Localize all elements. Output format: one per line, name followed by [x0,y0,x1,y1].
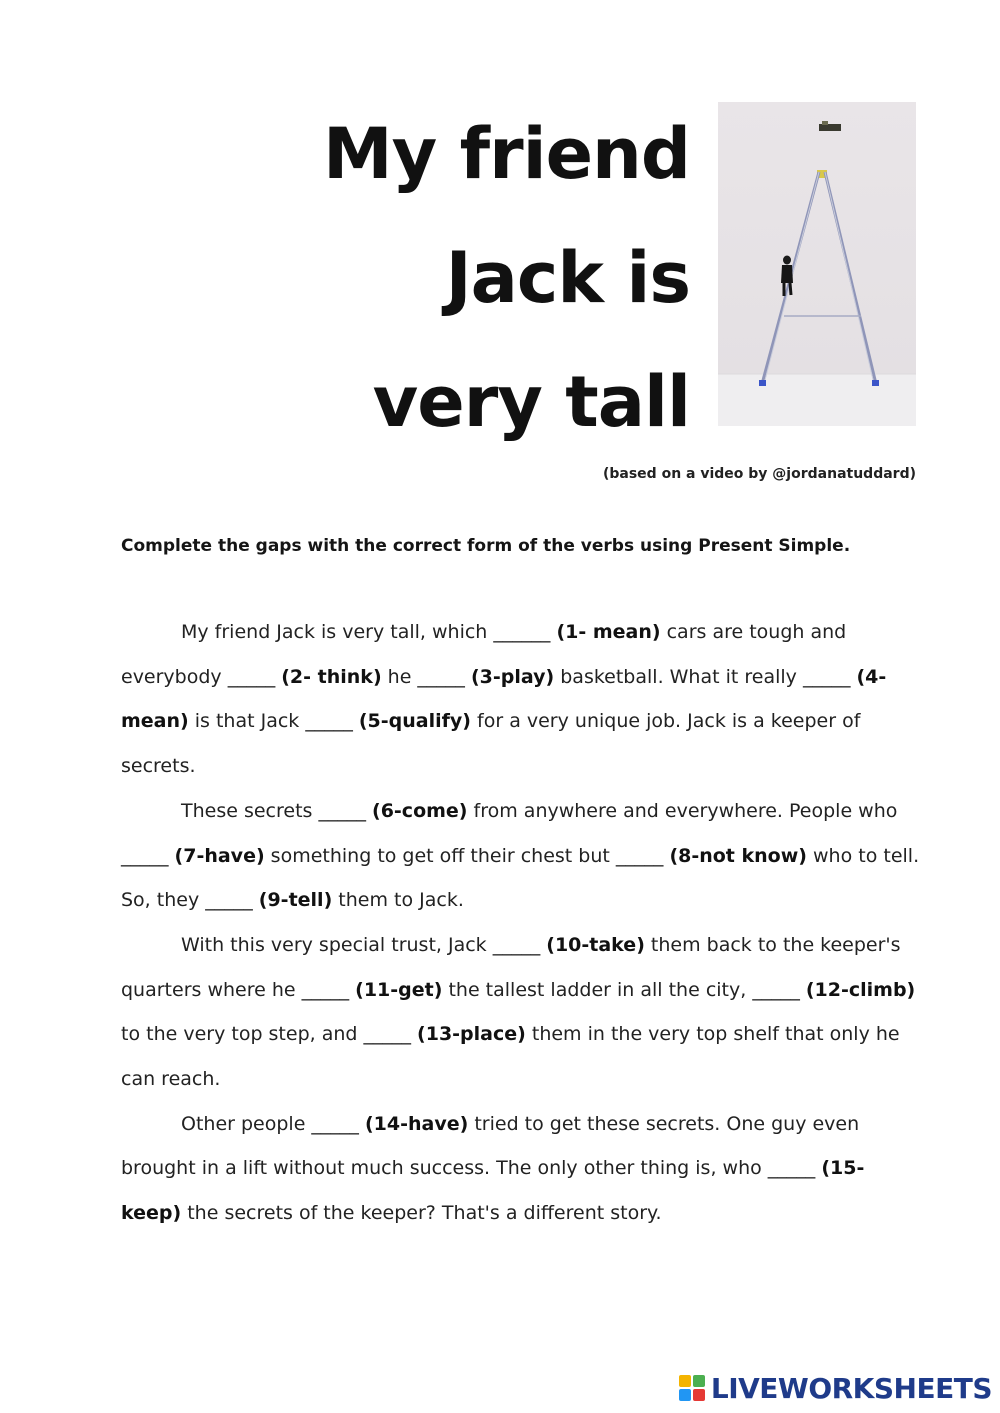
logo-square [679,1375,691,1387]
text-segment: he _____ [381,665,471,688]
text-segment: basketball. What it really _____ [554,665,857,688]
logo-square [679,1389,691,1401]
text-segment: tried to get these secrets. One guy even brought in a lift without much success. The only other thing is, who _____ [121,1112,860,1180]
verb-prompt: (4-mean) [121,665,887,733]
text-segment: These secrets _____ [181,799,373,822]
text-segment: With this very special trust, Jack _____ [181,933,547,956]
verb-prompt: (7-have) [174,844,265,867]
title-line-1: My friend [322,113,690,195]
verb-prompt: (2- think) [281,665,382,688]
text-segment: the tallest ladder in all the city, _____ [442,978,806,1001]
logo-mark-icon [679,1375,705,1401]
liveworksheets-logo [679,1371,992,1405]
title-line-3: very tall [372,361,690,443]
verb-prompt: (5-qualify) [358,710,471,733]
logo-square [693,1389,705,1401]
video-credit: (based on a video by @jordanatuddard) [602,466,916,482]
text-segment: Other people _____ [181,1112,365,1135]
text-segment: My friend Jack is very tall, which ______ [181,621,557,643]
text-segment: the secrets of the keeper? That's a different story. [181,1202,662,1225]
title-line-2: Jack is [445,237,690,319]
verb-prompt: (12-climb) [805,978,916,1001]
worksheet-title [230,92,690,464]
logo-text: LIVEWORKSHEETS [710,1371,992,1405]
verb-prompt: (15-keep) [121,1157,865,1225]
paragraph-4 [121,1102,921,1236]
text-segment: something to get off their chest but _____ [264,844,670,867]
text-segment: them back to the keeper's quarters where he _____ [121,933,901,1001]
logo-square [693,1375,705,1387]
text-segment: cars are tough and everybody _____ [121,621,847,688]
text-segment: them to Jack. [332,889,464,912]
verb-prompt: (10-take) [546,933,645,956]
text-segment: to the very top step, and _____ [121,1023,418,1046]
verb-prompt: (6-come) [372,799,468,822]
ladder-photo [718,102,916,426]
paragraph-1 [121,610,921,789]
verb-prompt: (1- mean) [556,621,661,643]
verb-prompt: (14-have) [364,1112,469,1135]
text-segment: who to tell. So, they _____ [121,844,920,912]
text-segment: for a very unique job. Jack is a keeper of secrets. [121,710,861,778]
gap-fill-text [121,610,921,1236]
verb-prompt: (8-not know) [669,844,807,867]
text-segment: from anywhere and everywhere. People who _____ [121,799,898,867]
text-segment: them in the very top shelf that only he can reach. [121,1023,900,1091]
paragraph-3 [121,923,921,1102]
verb-prompt: (9-tell) [258,889,333,912]
verb-prompt: (11-get) [355,978,443,1001]
verb-prompt: (3-play) [470,665,555,688]
instructions: Complete the gaps with the correct form of the verbs using Present Simple. [121,536,851,556]
verb-prompt: (13-place) [417,1023,526,1046]
text-segment: is that Jack _____ [188,710,359,733]
paragraph-2 [121,789,921,923]
